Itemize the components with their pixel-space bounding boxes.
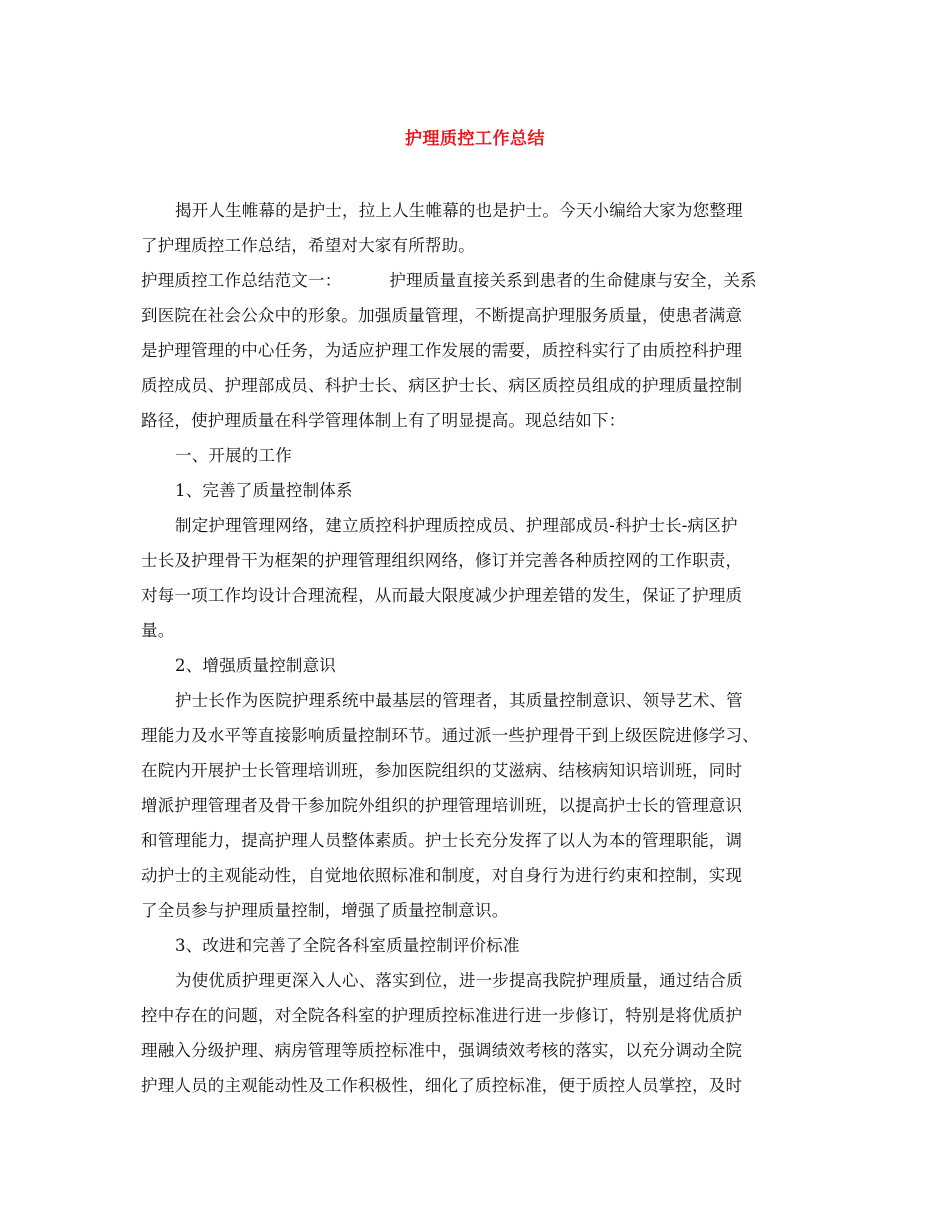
paragraph-line: 士长及护理骨干为框架的护理管理组织网络，修订并完善各种质控网的工作职责， xyxy=(141,551,743,570)
subsection-heading: 3、改进和完善了全院各科室质量控制评价标准 xyxy=(175,936,520,955)
sample-heading: 护理质控工作总结范文一： xyxy=(141,271,342,290)
paragraph-line: 增派护理管理者及骨干参加院外组织的护理管理培训班，以提高护士长的管理意识 xyxy=(141,796,743,815)
subsection-heading: 2、增强质量控制意识 xyxy=(175,656,336,675)
section-heading: 一、开展的工作 xyxy=(175,446,292,465)
paragraph-line: 动护士的主观能动性，自觉地依照标准和制度，对自身行为进行约束和控制，实现 xyxy=(141,866,743,885)
paragraph-line: 到医院在社会公众中的形象。加强质量管理，不断提高护理服务质量，使患者满意 xyxy=(141,306,743,325)
paragraph-line: 为使优质护理更深入人心、落实到位，进一步提高我院护理质量，通过结合质 xyxy=(175,971,743,990)
paragraph-line: 和管理能力，提高护理人员整体素质。护士长充分发挥了以人为本的管理职能，调 xyxy=(141,831,743,850)
paragraph-line: 揭开人生帷幕的是护士，拉上人生帷幕的也是护士。今天小编给大家为您整理 xyxy=(175,201,743,220)
paragraph-line: 了全员参与护理质量控制，增强了质量控制意识。 xyxy=(141,901,509,920)
paragraph-line: 是护理管理的中心任务，为适应护理工作发展的需要，质控科实行了由质控科护理 xyxy=(141,341,743,360)
subsection-heading: 1、完善了质量控制体系 xyxy=(175,481,353,500)
paragraph-line: 对每一项工作均设计合理流程，从而最大限度减少护理差错的发生，保证了护理质 xyxy=(141,586,743,605)
paragraph-line: 理融入分级护理、病房管理等质控标准中，强调绩效考核的落实，以充分调动全院 xyxy=(141,1041,743,1060)
paragraph-line: 质控成员、护理部成员、科护士长、病区护士长、病区质控员组成的护理质量控制 xyxy=(141,376,743,395)
paragraph-line xyxy=(141,263,821,298)
paragraph-line: 了护理质控工作总结，希望对大家有所帮助。 xyxy=(141,236,475,255)
paragraph-line: 护理人员的主观能动性及工作积极性，细化了质控标准，便于质控人员掌控，及时 xyxy=(141,1076,743,1095)
paragraph-line: 理能力及水平等直接影响质量控制环节。通过派一些护理骨干到上级医院进修学习、 xyxy=(141,726,759,745)
paragraph-line: 控中存在的问题，对全院各科室的护理质控标准进行进一步修订，特别是将优质护 xyxy=(141,1006,743,1025)
paragraph-line: 路径，使护理质量在科学管理体制上有了明显提高。现总结如下： xyxy=(141,411,626,430)
paragraph-line: 护士长作为医院护理系统中最基层的管理者，其质量控制意识、领导艺术、管 xyxy=(175,691,743,710)
paragraph-text: 护理质量直接关系到患者的生命健康与安全，关系 xyxy=(389,271,757,290)
paragraph-line: 量。 xyxy=(141,621,175,640)
document-body xyxy=(141,193,821,1103)
paragraph-line: 制定护理管理网络，建立质控科护理质控成员、护理部成员-科护士长-病区护 xyxy=(175,516,738,535)
document-title: 护理质控工作总结 xyxy=(405,129,545,149)
paragraph-line: 在院内开展护士长管理培训班，参加医院组织的艾滋病、结核病知识培训班，同时 xyxy=(141,761,743,780)
